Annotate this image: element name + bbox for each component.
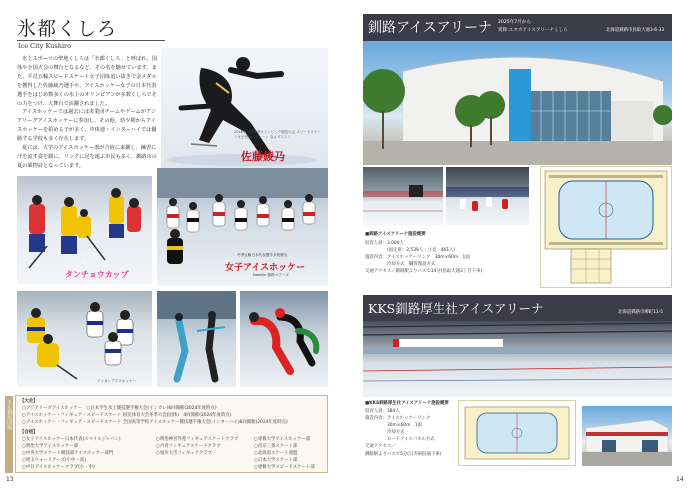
tancho-cup-photo (17, 176, 152, 284)
overview-line: 収容人員：384人 (365, 409, 400, 414)
cup-caption-line1: くしろ (65, 260, 89, 269)
womens-hockey-photo (157, 168, 328, 286)
right-page-number: 14 (676, 476, 684, 483)
camp-item: ○北海道スケート連盟 (254, 451, 298, 457)
tournaments-header: 【大会】 (20, 399, 38, 404)
overview-line: 収容人員：3,000人 (365, 241, 404, 246)
intro-paragraph-1: 氷上スポーツの聖地くしろは「氷都くしろ」と呼ばれ、国体や全国大会の舞台となるなど、その名を馳せています。また、平昌五輪スピードスケート女子団体追い抜きで金メダルを獲得した佐藤綾乃選手や、アイスホッケー女子の日本代表選手をはじめ数多くの氷上のオリンピアンが多数くしろでその力をつけ、大舞台で活躍されました。 (17, 56, 157, 107)
intro-paragraph-2: アイスホッケーでは過去には実業団チームやゲームがアジアリーグアイスホッケーに参加し、その他、幼少期からアイスホッケーを始める子が多く、中体連・インターハイでは優勝する学校も多く存在します。 (17, 109, 157, 143)
athlete-caption: 2018年平昌冬季オリンピック競技大会 スピードスケート女子団体パシュート 金メダリスト (234, 130, 321, 139)
arena1-address: 北海道釧路市鳥取大通3-6-33 (606, 28, 665, 33)
tournament-item-2: ○アイスホッケー・フィギュア・スピードスケート 国民体育大会冬季大会(国体) 4回開催(2024年度時点) (22, 413, 232, 418)
sidebar-label: 主な利用団体 (6, 400, 12, 430)
arena1-overview-title: ■釧路アイスアリーナ施設概要 (365, 232, 426, 237)
arena1-floor-plan (540, 166, 672, 288)
camp-item: ○専修大学スピードスケート部 (254, 465, 315, 471)
womens-caption: 女子アイスホッケー (225, 263, 306, 273)
title-underline (17, 40, 165, 41)
intro-paragraph-3: 夏には、大学のアイスホッケー部が合宿に来釧し、練習に汗を流す姿を観に、リンクに足を運ぶ市民も多く、釧路市の夏の風物詩となっています。 (17, 145, 157, 169)
left-page-number: 13 (6, 476, 14, 483)
overview-line: 施設内容：アイスホッケーリンク (365, 416, 431, 422)
overview-line: 施設内容：アイスホッケーリンク 30m×60m 1面 (365, 255, 470, 261)
arena1-overview-list (365, 240, 535, 275)
speed-skating-race-photo (240, 291, 328, 387)
camps-column-1 (22, 436, 152, 471)
arena2-exterior-photo (582, 406, 672, 466)
camps-column-2 (156, 436, 248, 457)
organizations-box (15, 395, 328, 473)
arena1-interior-photo-1 (363, 167, 443, 225)
arena2-overview-list (365, 408, 455, 458)
camp-item: ○日本大学スケート部 (254, 458, 298, 464)
overview-line: ロードアイスパネル方式 (365, 437, 435, 443)
camp-item: ○明治神宮外苑フィギュアスケートクラブ (156, 437, 239, 442)
arena2-floor-plan (458, 400, 576, 466)
inline-caption: インカレアイスホッケー (97, 379, 137, 383)
camp-item: ○埼玉ウォーリアーズ(小中・高) (22, 458, 86, 464)
camps-header: 【合宿】 (20, 430, 38, 435)
camp-item: ○女子アイスホッケー日本代表(スマイルジャパン) (22, 437, 121, 442)
left-page-subtitle: Ice City Kushiro (18, 42, 72, 50)
cup-caption-line2: タンチョウカップ (65, 270, 129, 279)
arena1-date: 2025年7月から (498, 20, 531, 25)
athlete-name: 佐藤綾乃 (241, 150, 285, 163)
arena2-interior-photo (363, 321, 672, 397)
arena1-title: 釧路アイスアリーナ (368, 20, 493, 36)
overview-line: 冷却方式 (365, 430, 405, 436)
camp-item: ○旭川大雪フィギュアクラブ (156, 451, 213, 457)
camp-item: ○専修大学アイスホッケー部 (254, 437, 311, 442)
camp-item: ○中日アイスホッケークラブ(小・中) (22, 465, 95, 471)
arena2-address: 北海道釧路市柳町11-5 (618, 310, 664, 315)
arena1-interior-photo-2 (446, 167, 529, 225)
overview-line: 30m×60m 1面 (365, 423, 422, 429)
camp-item: ○帝京三条スケート部 (254, 444, 298, 450)
tournament-item-3: ○アイスホッケー・フィギュア・スピードスケート 全国高等学校アイスホッケー競技選手権大会(インターハイ)6回開催(2024年度時点) (22, 420, 288, 425)
womens-caption-note: Daishin 釧路ベアーズ (253, 273, 289, 277)
tournament-item-1: ○アジアリーグアイスホッケー ○日本学生氷上競技選手権大会(インカレ)6回開催(2024年度時点) (22, 406, 217, 411)
camp-item: ○中央大学スケート競技部アイスホッケー部門 (22, 451, 114, 457)
speed-skater-photo (161, 48, 328, 170)
arena2-title: KKS釧路厚生社アイスアリーナ (368, 301, 544, 316)
cup-caption-small: アイスホッケー大会 (64, 254, 96, 258)
overview-line: 交通アクセス／釧路駅よりバスで14分(鳥取大通3丁目下車) (365, 269, 483, 275)
arena1-exterior-photo (363, 41, 672, 165)
intro-text (17, 55, 157, 171)
womens-caption-small: 冬季五輪日本代表選手多数輩出 (237, 253, 288, 257)
figure-skating-photo (157, 291, 236, 387)
intercollegiate-hockey-photo (17, 291, 152, 387)
camp-item: ○丹青フィギュアスケートクラブ (156, 444, 221, 450)
overview-line: 釧路駅よりバスで5分(日赤病院通下車) (365, 451, 442, 457)
camps-column-3 (254, 436, 326, 471)
arena1-rename: 愛称:ユタカアイスアリーナくしろ (498, 28, 568, 33)
left-page-title: 氷都くしろ (17, 18, 118, 40)
overview-line: 交通アクセス／ (365, 444, 396, 450)
camp-item: ○明治大学アイスホッケー部 (22, 444, 79, 450)
overview-line: (固定席：2,539人・立見：461人) (365, 248, 456, 254)
arena2-overview-title: ■KKS釧路厚生社アイスアリーナ施設概要 (365, 401, 449, 406)
overview-line: 冷却方式 鋼管埋設方式 (365, 262, 436, 268)
